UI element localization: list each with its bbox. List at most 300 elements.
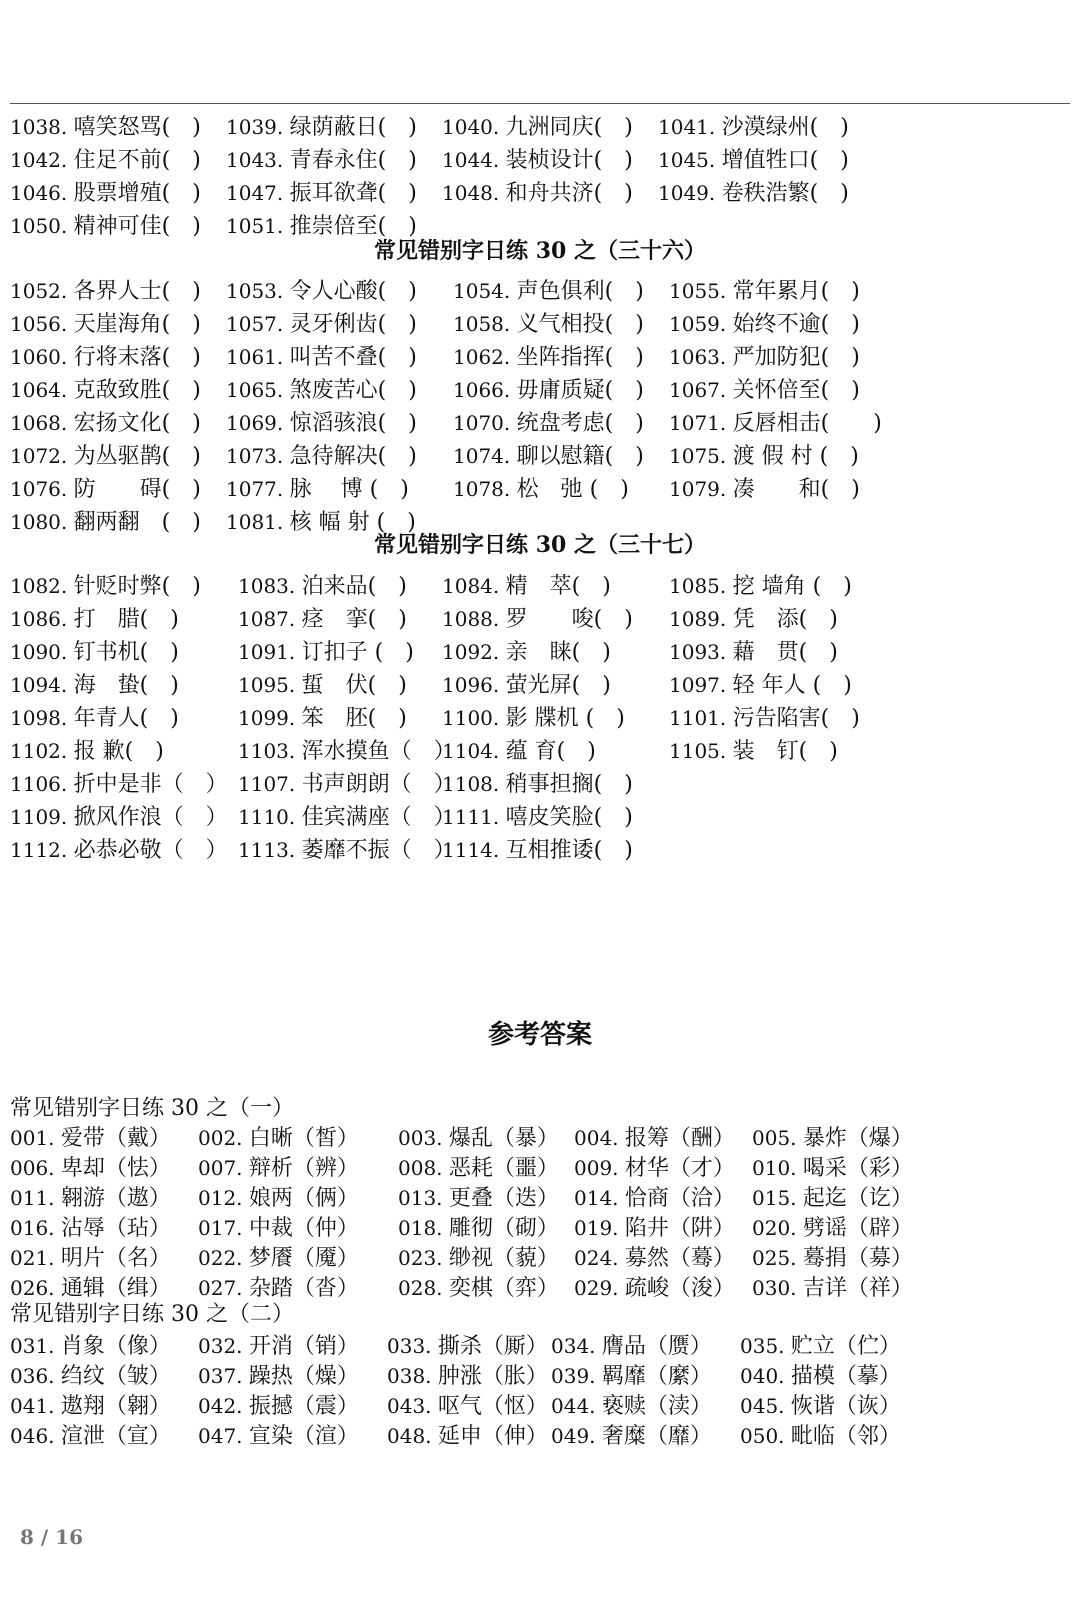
answer-set-title: 常见错别字日练 30 之（一） <box>10 1096 294 1121</box>
answer-item <box>398 1122 559 1155</box>
item-text: 天崖海角( ) <box>73 312 201 337</box>
item-number: 027. <box>198 1276 249 1300</box>
item-text: 海 蛰( ) <box>73 673 179 698</box>
item-text: 报筹（酬） <box>624 1126 735 1151</box>
item-number: 1082. <box>10 574 74 598</box>
exercise-item <box>442 702 625 735</box>
item-number: 1091. <box>238 640 302 664</box>
exercise-item <box>238 801 456 834</box>
item-text: 卷秩浩繁( ) <box>721 181 849 206</box>
exercise-item <box>453 341 644 374</box>
item-text: 肖象（像） <box>60 1334 171 1359</box>
item-text: 装 钉( ) <box>732 739 838 764</box>
item-number: 023. <box>398 1246 449 1270</box>
exercise-item <box>669 374 860 407</box>
item-number: 1101. <box>669 706 733 730</box>
item-number: 008. <box>398 1156 449 1180</box>
exercise-item <box>226 341 417 374</box>
item-text: 订扣子 ( ) <box>301 640 414 665</box>
item-number: 006. <box>10 1156 61 1180</box>
item-text: 惊滔骇浪( ) <box>289 411 417 436</box>
exercise-item <box>226 144 417 177</box>
exercise-item <box>669 407 882 440</box>
item-number: 1039. <box>226 115 290 139</box>
item-number: 045. <box>740 1394 791 1418</box>
answer-item <box>198 1420 359 1453</box>
item-number: 050. <box>740 1424 791 1448</box>
item-number: 032. <box>198 1334 249 1358</box>
answers-title: 参考答案 <box>487 1020 592 1050</box>
exercise-item <box>453 275 644 308</box>
item-text: 吉详（祥） <box>802 1276 913 1301</box>
answer-item <box>387 1330 548 1363</box>
item-text: 罗 唆( ) <box>505 607 633 632</box>
item-text: 凑 和( ) <box>732 477 860 502</box>
answer-set-title: 常见错别字日练 30 之（二） <box>10 1302 294 1327</box>
item-number: 037. <box>198 1364 249 1388</box>
item-text: 克敌致胜( ) <box>73 378 201 403</box>
exercise-item <box>10 636 179 669</box>
item-text: 推崇倍至( ) <box>289 214 417 239</box>
item-number: 1052. <box>10 279 74 303</box>
item-text: 奢糜（靡） <box>601 1424 712 1449</box>
item-number: 019. <box>574 1216 625 1240</box>
item-number: 1041. <box>658 115 722 139</box>
exercise-item <box>10 669 179 702</box>
item-text: 杂踏（沓） <box>248 1276 359 1301</box>
item-text: 雕彻（砌） <box>448 1216 559 1241</box>
item-text: 羁靡（縻） <box>601 1364 712 1389</box>
item-text: 卑却（怯） <box>60 1156 171 1181</box>
exercise-item <box>10 440 201 473</box>
item-text: 爱带（戴） <box>60 1126 171 1151</box>
exercise-item <box>238 570 407 603</box>
item-text: 通辑（缉） <box>60 1276 171 1301</box>
item-number: 041. <box>10 1394 61 1418</box>
item-text: 书声朗朗（ ） <box>301 772 456 797</box>
exercise-item <box>442 636 611 669</box>
exercise-item <box>669 275 860 308</box>
item-text: 翻两翻 ( ) <box>73 510 201 535</box>
item-number: 048. <box>387 1424 438 1448</box>
item-text: 反唇相击( ) <box>732 411 882 436</box>
answer-item <box>574 1212 735 1245</box>
item-text: 渲泄（宣） <box>60 1424 171 1449</box>
exercise-item <box>669 440 859 473</box>
item-text: 各界人士( ) <box>73 279 201 304</box>
item-text: 互相推诿( ) <box>505 838 633 863</box>
answer-item <box>398 1272 559 1305</box>
item-number: 1103. <box>238 739 302 763</box>
item-text: 防 碍( ) <box>73 477 201 502</box>
item-number: 029. <box>574 1276 625 1300</box>
item-text: 声色俱利( ) <box>516 279 644 304</box>
item-text: 渡 假 村 ( ) <box>732 444 859 469</box>
item-text: 叫苦不叠( ) <box>289 345 417 370</box>
item-number: 1087. <box>238 607 302 631</box>
item-text: 起迄（讫） <box>802 1186 913 1211</box>
answer-item <box>10 1330 171 1363</box>
item-text: 和舟共济( ) <box>505 181 633 206</box>
item-text: 常年累月( ) <box>732 279 860 304</box>
item-text: 躁热（燥） <box>248 1364 359 1389</box>
item-number: 1100. <box>442 706 506 730</box>
item-number: 1038. <box>10 115 74 139</box>
item-number: 034. <box>551 1334 602 1358</box>
exercise-item <box>669 308 860 341</box>
answer-item <box>198 1390 359 1423</box>
item-text: 娘两（俩） <box>248 1186 359 1211</box>
item-number: 1089. <box>669 607 733 631</box>
item-text: 描模（摹） <box>790 1364 901 1389</box>
item-text: 陷井（阱） <box>624 1216 735 1241</box>
item-text: 急待解决( ) <box>289 444 417 469</box>
item-number: 021. <box>10 1246 61 1270</box>
item-number: 014. <box>574 1186 625 1210</box>
item-text: 精 萃( ) <box>505 574 611 599</box>
item-text: 喝采（彩） <box>802 1156 913 1181</box>
exercise-item <box>669 636 838 669</box>
item-text: 松 弛 ( ) <box>516 477 629 502</box>
section-heading-36: 常见错别字日练 30 之（三十六） <box>374 238 706 264</box>
item-number: 1113. <box>238 838 302 862</box>
item-number: 1094. <box>10 673 74 697</box>
exercise-item <box>10 603 179 636</box>
item-text: 蓦捐（募） <box>802 1246 913 1271</box>
item-number: 1053. <box>226 279 290 303</box>
exercise-item <box>10 570 201 603</box>
exercise-item <box>238 669 407 702</box>
exercise-item <box>10 735 164 768</box>
answer-item <box>198 1242 359 1275</box>
item-number: 1090. <box>10 640 74 664</box>
item-number: 1067. <box>669 378 733 402</box>
exercise-item <box>226 473 409 506</box>
item-number: 1095. <box>238 673 302 697</box>
item-number: 1077. <box>226 477 290 501</box>
item-text: 必恭必敬（ ） <box>73 838 228 863</box>
exercise-item <box>10 374 201 407</box>
answer-item <box>574 1122 735 1155</box>
item-text: 梦餍（魇） <box>248 1246 359 1271</box>
item-number: 022. <box>198 1246 249 1270</box>
item-number: 1114. <box>442 838 506 862</box>
exercise-item <box>10 275 201 308</box>
item-number: 033. <box>387 1334 438 1358</box>
item-number: 1054. <box>453 279 517 303</box>
exercise-item <box>226 177 417 210</box>
item-number: 1109. <box>10 805 74 829</box>
exercise-item <box>442 834 633 867</box>
item-text: 贮立（伫） <box>790 1334 901 1359</box>
item-text: 膺品（赝） <box>601 1334 712 1359</box>
exercise-item <box>226 308 417 341</box>
item-text: 稍事担搁( ) <box>505 772 633 797</box>
item-text: 宏扬文化( ) <box>73 411 201 436</box>
item-text: 亵赎（渎） <box>601 1394 712 1419</box>
item-text: 绿荫蔽日( ) <box>289 115 417 140</box>
item-number: 042. <box>198 1394 249 1418</box>
exercise-item <box>10 702 179 735</box>
exercise-item <box>453 407 644 440</box>
exercise-item <box>453 374 644 407</box>
exercise-item <box>453 440 644 473</box>
item-number: 1083. <box>238 574 302 598</box>
item-number: 1071. <box>669 411 733 435</box>
item-number: 1073. <box>226 444 290 468</box>
exercise-item <box>238 702 407 735</box>
item-number: 038. <box>387 1364 438 1388</box>
item-number: 018. <box>398 1216 449 1240</box>
item-number: 010. <box>752 1156 803 1180</box>
item-text: 暴炸（爆） <box>802 1126 913 1151</box>
item-number: 026. <box>10 1276 61 1300</box>
item-text: 严加防犯( ) <box>732 345 860 370</box>
answer-item <box>398 1152 559 1185</box>
item-number: 1075. <box>669 444 733 468</box>
item-number: 1106. <box>10 772 74 796</box>
item-text: 沾辱（玷） <box>60 1216 171 1241</box>
item-text: 佳宾满座（ ） <box>301 805 456 830</box>
answer-item <box>10 1242 171 1275</box>
item-text: 掀风作浪（ ） <box>73 805 228 830</box>
answer-item <box>10 1360 171 1393</box>
item-number: 1063. <box>669 345 733 369</box>
item-text: 振撼（震） <box>248 1394 359 1419</box>
exercise-item <box>669 702 860 735</box>
item-number: 1068. <box>10 411 74 435</box>
item-text: 呕气（怄） <box>437 1394 548 1419</box>
item-text: 青春永住( ) <box>289 148 417 173</box>
item-number: 1070. <box>453 411 517 435</box>
exercise-item <box>442 603 633 636</box>
answer-item <box>398 1242 559 1275</box>
item-number: 1044. <box>442 148 506 172</box>
item-text: 污告陷害( ) <box>732 706 860 731</box>
item-text: 行将末落( ) <box>73 345 201 370</box>
item-text: 绉纹（皱） <box>60 1364 171 1389</box>
item-number: 043. <box>387 1394 438 1418</box>
item-text: 萎靡不振（ ） <box>301 838 456 863</box>
answer-item <box>752 1152 913 1185</box>
answer-item <box>574 1242 735 1275</box>
exercise-item <box>10 473 201 506</box>
answer-item <box>740 1330 901 1363</box>
answer-item <box>752 1182 913 1215</box>
answer-item <box>10 1152 171 1185</box>
item-number: 046. <box>10 1424 61 1448</box>
item-number: 007. <box>198 1156 249 1180</box>
answer-item <box>387 1360 548 1393</box>
item-text: 明片（名） <box>60 1246 171 1271</box>
exercise-item <box>238 768 456 801</box>
item-number: 039. <box>551 1364 602 1388</box>
item-text: 增值牲口( ) <box>721 148 849 173</box>
answer-item <box>387 1420 548 1453</box>
item-number: 1049. <box>658 181 722 205</box>
item-text: 影 牒机 ( ) <box>505 706 625 731</box>
item-text: 针贬时弊( ) <box>73 574 201 599</box>
item-text: 恶耗（噩） <box>448 1156 559 1181</box>
item-number: 1097. <box>669 673 733 697</box>
item-text: 住足不前( ) <box>73 148 201 173</box>
answer-item <box>198 1122 359 1155</box>
item-text: 为丛驱鹊( ) <box>73 444 201 469</box>
item-number: 1104. <box>442 739 506 763</box>
item-text: 九洲同庆( ) <box>505 115 633 140</box>
item-number: 1057. <box>226 312 290 336</box>
item-text: 义气相投( ) <box>516 312 644 337</box>
item-number: 1078. <box>453 477 517 501</box>
item-text: 缈视（藐） <box>448 1246 559 1271</box>
answer-item <box>398 1182 559 1215</box>
exercise-item <box>226 374 417 407</box>
item-text: 延申（伸） <box>437 1424 548 1449</box>
item-text: 疏峻（浚） <box>624 1276 735 1301</box>
item-number: 031. <box>10 1334 61 1358</box>
answer-item <box>198 1152 359 1185</box>
item-number: 001. <box>10 1126 61 1150</box>
exercise-item <box>453 473 629 506</box>
item-number: 1051. <box>226 214 290 238</box>
answer-item <box>740 1360 901 1393</box>
answer-item <box>551 1360 712 1393</box>
item-number: 1080. <box>10 510 74 534</box>
top-divider <box>10 103 1070 104</box>
section-heading-37: 常见错别字日练 30 之（三十七） <box>374 532 706 558</box>
exercise-item <box>453 308 644 341</box>
item-number: 002. <box>198 1126 249 1150</box>
answer-item <box>198 1330 359 1363</box>
item-text: 报 歉( ) <box>73 739 164 764</box>
item-text: 中裁（仲） <box>248 1216 359 1241</box>
item-number: 005. <box>752 1126 803 1150</box>
item-number: 1098. <box>10 706 74 730</box>
item-text: 撕杀（厮） <box>437 1334 548 1359</box>
item-text: 浑水摸鱼（ ） <box>301 739 456 764</box>
item-text: 核 幅 射 ( ) <box>289 510 416 535</box>
item-number: 1042. <box>10 148 74 172</box>
item-number: 1081. <box>226 510 290 534</box>
exercise-item <box>442 768 633 801</box>
item-text: 辩析（辨） <box>248 1156 359 1181</box>
item-text: 关怀倍至( ) <box>732 378 860 403</box>
answer-item <box>551 1330 712 1363</box>
item-number: 1060. <box>10 345 74 369</box>
item-text: 统盘考虑( ) <box>516 411 644 436</box>
answer-item <box>10 1420 171 1453</box>
answer-item <box>752 1272 913 1305</box>
item-text: 毋庸质疑( ) <box>516 378 644 403</box>
item-number: 049. <box>551 1424 602 1448</box>
exercise-item <box>226 275 417 308</box>
item-text: 聊以慰籍( ) <box>516 444 644 469</box>
item-number: 1046. <box>10 181 74 205</box>
answer-item <box>740 1390 901 1423</box>
item-number: 1107. <box>238 772 302 796</box>
answer-item <box>752 1212 913 1245</box>
exercise-item <box>10 177 201 210</box>
exercise-item <box>669 735 838 768</box>
item-text: 始终不逾( ) <box>732 312 860 337</box>
item-number: 1074. <box>453 444 517 468</box>
item-number: 1105. <box>669 739 733 763</box>
item-text: 装桢设计( ) <box>505 148 633 173</box>
item-text: 遨翔（翱） <box>60 1394 171 1419</box>
item-number: 1088. <box>442 607 506 631</box>
item-text: 开消（销） <box>248 1334 359 1359</box>
item-text: 宣染（渲） <box>248 1424 359 1449</box>
exercise-item <box>442 144 633 177</box>
item-number: 1092. <box>442 640 506 664</box>
item-number: 1050. <box>10 214 74 238</box>
exercise-item <box>226 407 417 440</box>
answer-item <box>10 1212 171 1245</box>
item-number: 1047. <box>226 181 290 205</box>
item-number: 1040. <box>442 115 506 139</box>
exercise-item <box>10 801 228 834</box>
item-number: 009. <box>574 1156 625 1180</box>
item-text: 毗临（邻） <box>790 1424 901 1449</box>
item-number: 1096. <box>442 673 506 697</box>
exercise-item <box>669 570 852 603</box>
item-number: 1108. <box>442 772 506 796</box>
answer-item <box>198 1212 359 1245</box>
item-text: 精神可佳( ) <box>73 214 201 239</box>
item-number: 047. <box>198 1424 249 1448</box>
exercise-item <box>238 735 456 768</box>
exercise-item <box>658 144 849 177</box>
item-number: 1099. <box>238 706 302 730</box>
item-number: 012. <box>198 1186 249 1210</box>
item-number: 003. <box>398 1126 449 1150</box>
item-number: 1110. <box>238 805 302 829</box>
exercise-item <box>10 834 228 867</box>
item-number: 1055. <box>669 279 733 303</box>
answer-item <box>752 1242 913 1275</box>
exercise-item <box>10 407 201 440</box>
item-number: 1065. <box>226 378 290 402</box>
item-text: 挖 墙角 ( ) <box>732 574 852 599</box>
exercise-item <box>442 735 596 768</box>
item-number: 030. <box>752 1276 803 1300</box>
item-text: 材华（才） <box>624 1156 735 1181</box>
item-text: 萤光屏( ) <box>505 673 611 698</box>
exercise-item <box>442 177 633 210</box>
item-number: 004. <box>574 1126 625 1150</box>
item-text: 振耳欲聋( ) <box>289 181 417 206</box>
item-number: 1064. <box>10 378 74 402</box>
item-number: 024. <box>574 1246 625 1270</box>
item-text: 恰商（洽） <box>624 1186 735 1211</box>
exercise-item <box>10 341 201 374</box>
item-number: 1066. <box>453 378 517 402</box>
exercise-item <box>10 768 228 801</box>
item-number: 1093. <box>669 640 733 664</box>
item-text: 打 腊( ) <box>73 607 179 632</box>
exercise-item <box>669 603 838 636</box>
item-number: 025. <box>752 1246 803 1270</box>
item-text: 坐阵指挥( ) <box>516 345 644 370</box>
exercise-item <box>238 603 407 636</box>
answer-item <box>551 1390 712 1423</box>
item-text: 令人心酸( ) <box>289 279 417 304</box>
item-number: 1072. <box>10 444 74 468</box>
item-number: 1043. <box>226 148 290 172</box>
item-number: 1056. <box>10 312 74 336</box>
exercise-item <box>226 111 417 144</box>
exercise-item <box>669 669 852 702</box>
